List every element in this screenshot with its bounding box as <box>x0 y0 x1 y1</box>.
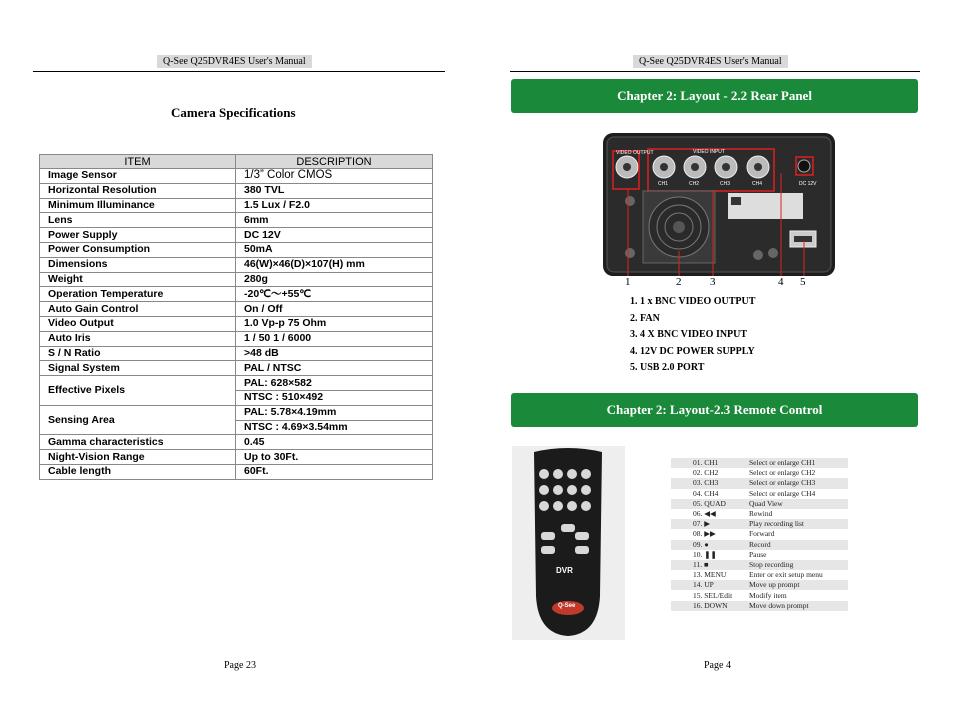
callout-3: 3 <box>710 276 716 288</box>
ch2-label: CH2 <box>689 181 700 187</box>
table-row <box>671 580 848 590</box>
spec-desc: 1.5 Lux / F2.0 <box>236 198 433 213</box>
spec-item: Auto Iris <box>40 331 236 346</box>
remote-desc: Rewind <box>749 509 773 519</box>
stop-icon: ■ <box>703 559 709 569</box>
list-item: 5. USB 2.0 PORT <box>630 362 705 373</box>
spec-desc: 0.45 <box>236 435 433 450</box>
spec-item: Dimensions <box>40 257 236 272</box>
spec-desc: 60Ft. <box>236 464 433 479</box>
table-row <box>40 242 433 257</box>
video-input-label: VIDEO INPUT <box>693 149 725 155</box>
remote-desc: Record <box>749 540 848 550</box>
spec-table-header <box>40 155 433 169</box>
remote-key: 07. <box>693 519 703 529</box>
remote-key-cell <box>671 509 749 519</box>
spec-item: Weight <box>40 272 236 287</box>
list-item: 3. 4 X BNC VIDEO INPUT <box>630 329 748 340</box>
spec-desc: >48 dB <box>236 346 433 361</box>
table-row <box>671 509 848 519</box>
spec-item: Horizontal Resolution <box>40 183 236 198</box>
spec-desc: 1.0 Vp-p 75 Ohm <box>236 316 433 331</box>
remote-key: 15. SEL/Edit <box>693 590 733 600</box>
spec-item: Auto Gain Control <box>40 302 236 317</box>
table-row <box>671 499 848 509</box>
remote-key: 06. <box>693 509 703 519</box>
table-row <box>40 450 433 465</box>
spec-item: S / N Ratio <box>40 346 236 361</box>
spec-item: Gamma characteristics <box>40 435 236 450</box>
spec-item: Power Consumption <box>40 242 236 257</box>
play-icon: ▶ <box>704 519 711 529</box>
spec-desc: PAL / NTSC <box>236 361 433 376</box>
remote-key: 10. <box>693 549 703 559</box>
spec-item: Operation Temperature <box>40 287 236 302</box>
spec-desc: -20℃～+55℃ <box>236 287 433 302</box>
remote-desc: Stop recording <box>749 560 848 570</box>
spec-item: Power Supply <box>40 228 236 243</box>
dc-label: DC 12V <box>799 181 817 187</box>
spec-desc: NTSC : 510×492 <box>236 390 433 405</box>
banner-text: Chapter 2: Layout - 2.2 Rear Panel <box>617 88 812 103</box>
ch3-label: CH3 <box>720 181 731 187</box>
rear-panel-photo <box>603 133 835 288</box>
remote-desc: Select or enlarge CH3 <box>749 478 848 488</box>
remote-desc: Forward <box>749 529 775 539</box>
left-page-number: Page 23 <box>224 660 256 671</box>
spec-item: Night-Vision Range <box>40 450 236 465</box>
remote-key: 16. DOWN <box>671 601 749 611</box>
table-row <box>671 590 848 600</box>
left-header-rule <box>33 71 445 72</box>
remote-desc: Play recording list <box>749 519 848 529</box>
chapter-banner-rear-panel <box>511 79 918 113</box>
table-row <box>40 376 433 391</box>
spec-desc: NTSC : 4.69×3.54mm <box>236 420 433 435</box>
callout-5: 5 <box>800 276 806 288</box>
forward-icon: ▶▶ <box>704 529 716 539</box>
remote-key: 08. <box>693 529 703 539</box>
remote-desc: Move down prompt <box>749 601 848 611</box>
remote-key: 14. UP <box>671 580 749 590</box>
page-title: Camera Specifications <box>171 105 296 120</box>
right-page-number: Page 4 <box>704 660 731 671</box>
list-item: 4. 12V DC POWER SUPPLY <box>630 345 755 357</box>
remote-logo: Q-See <box>558 603 576 609</box>
table-row <box>671 478 848 488</box>
left-running-header: Q-See Q25DVR4ES User's Manual <box>157 55 312 68</box>
remote-desc: Select or enlarge CH1 <box>749 458 848 468</box>
banner-text: Chapter 2: Layout-2.3 Remote Control <box>606 402 823 417</box>
remote-key-cell <box>671 529 749 539</box>
col-header-item: ITEM <box>40 155 236 169</box>
spec-item: Lens <box>40 213 236 228</box>
table-row <box>671 489 848 499</box>
table-row <box>40 361 433 376</box>
remote-desc: Modify item <box>749 590 787 600</box>
table-row <box>671 540 848 550</box>
remote-key: 02. CH2 <box>693 468 719 478</box>
remote-desc: Quad View <box>749 499 848 509</box>
ch4-label: CH4 <box>752 181 763 187</box>
remote-key-cell <box>671 560 749 570</box>
table-row <box>40 257 433 272</box>
callout-4: 4 <box>778 276 784 288</box>
video-output-label: VIDEO OUTPUT <box>616 150 654 156</box>
table-row <box>671 601 848 611</box>
remote-key: 03. CH3 <box>671 478 749 488</box>
spec-desc: 1 / 50 1 / 6000 <box>236 331 433 346</box>
remote-key: 04. CH4 <box>693 488 719 498</box>
table-row <box>40 316 433 331</box>
remote-key-cell <box>671 519 749 529</box>
table-row <box>40 302 433 317</box>
spec-desc: 280g <box>236 272 433 287</box>
table-row <box>40 213 433 228</box>
remote-desc: Pause <box>749 549 767 559</box>
table-row <box>40 331 433 346</box>
spec-item: Image Sensor <box>40 169 236 184</box>
spec-desc: Up to 30Ft. <box>236 450 433 465</box>
ch1-label: CH1 <box>658 181 669 187</box>
spec-item: Effective Pixels <box>40 376 236 406</box>
spec-item: Video Output <box>40 316 236 331</box>
rear-panel-parts-list <box>630 294 755 377</box>
table-row <box>40 435 433 450</box>
list-item: 1. 1 x BNC VIDEO OUTPUT <box>630 296 756 307</box>
list-item: 2. FAN <box>630 312 660 324</box>
spec-desc: PAL: 628×582 <box>236 376 433 391</box>
spec-item: Cable length <box>40 464 236 479</box>
spec-desc: 46(W)×46(D)×107(H) mm <box>236 257 433 272</box>
remote-key-cell <box>671 540 749 550</box>
spec-item: Sensing Area <box>40 405 236 435</box>
table-row <box>40 346 433 361</box>
spec-desc: DC 12V <box>236 228 433 243</box>
remote-desc: Select or enlarge CH2 <box>749 468 816 478</box>
table-row <box>40 198 433 213</box>
table-row <box>671 570 848 580</box>
remote-desc: Select or enlarge CH4 <box>749 488 816 498</box>
spec-desc: 50mA <box>236 242 433 257</box>
remote-key: 11. <box>693 559 703 569</box>
spec-item: Minimum Illuminance <box>40 198 236 213</box>
remote-key: 01. CH1 <box>671 458 749 468</box>
pause-icon: ❚❚ <box>704 549 717 559</box>
record-icon: ● <box>704 539 709 549</box>
remote-key-cell <box>671 550 749 560</box>
table-row <box>40 169 433 184</box>
spec-desc: 380 TVL <box>236 183 433 198</box>
table-row <box>671 458 848 468</box>
remote-key: 13. MENU <box>693 570 727 580</box>
spec-desc: PAL: 5.78×4.19mm <box>236 405 433 420</box>
remote-desc: Move up prompt <box>749 580 848 590</box>
spec-item: Signal System <box>40 361 236 376</box>
table-row <box>40 464 433 479</box>
table-row <box>40 183 433 198</box>
remote-key: 05. QUAD <box>671 499 749 509</box>
remote-desc: Enter or exit setup menu <box>749 570 823 580</box>
table-row <box>671 468 848 478</box>
table-row <box>671 560 848 570</box>
table-row <box>671 519 848 529</box>
callout-1: 1 <box>625 276 631 288</box>
table-row <box>671 550 848 560</box>
spec-table <box>39 154 433 480</box>
remote-control-photo <box>512 446 625 640</box>
table-row <box>40 287 433 302</box>
spec-desc: 1/3” Color CMOS <box>236 169 433 184</box>
remote-brand-label: DVR <box>556 566 573 575</box>
table-row <box>40 405 433 420</box>
spec-desc: On / Off <box>236 302 433 317</box>
spec-desc: 6mm <box>236 213 433 228</box>
remote-key-table <box>671 458 848 611</box>
col-header-description: DESCRIPTION <box>236 155 433 169</box>
callout-2: 2 <box>676 276 682 288</box>
right-running-header: Q-See Q25DVR4ES User's Manual <box>633 55 788 68</box>
table-row <box>40 228 433 243</box>
right-header-rule <box>510 71 920 72</box>
rewind-icon: ◀◀ <box>704 509 716 519</box>
table-row <box>671 529 848 539</box>
remote-key: 09. <box>693 539 703 549</box>
table-row <box>40 272 433 287</box>
chapter-banner-remote-control <box>511 393 918 427</box>
